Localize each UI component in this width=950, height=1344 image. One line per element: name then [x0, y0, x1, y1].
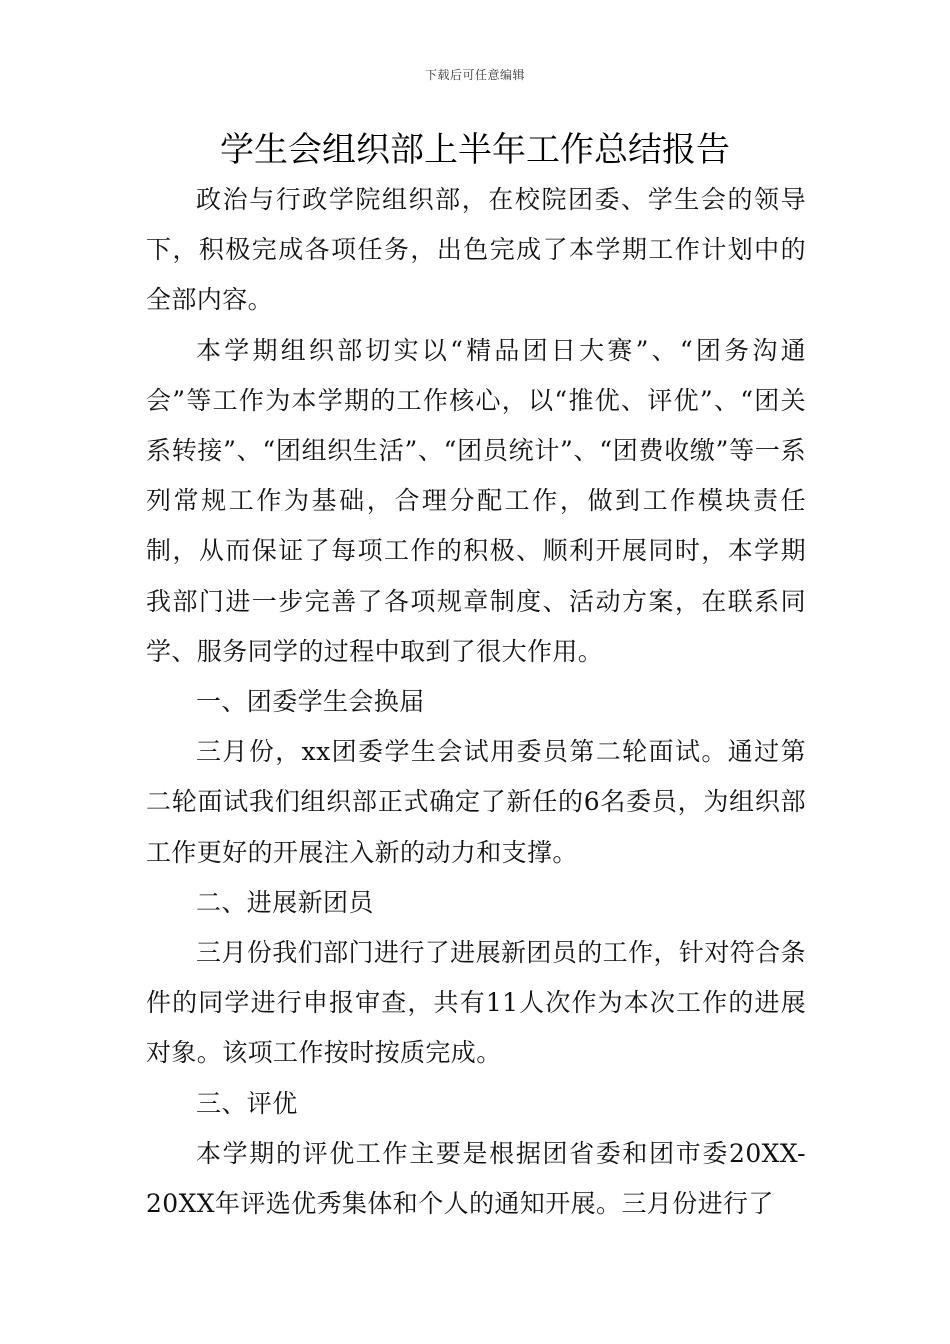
section-heading-3: 三、评优: [196, 1088, 298, 1118]
document-body: [146, 175, 806, 1229]
paragraph-section-3: 本学期的评优工作主要是根据团省委和团市委20XX-20XX年评选优秀集体和个人的通知开展。三月份进行了: [146, 1138, 806, 1219]
paragraph-section-1: 三月份，xx团委学生会试用委员第二轮面试。通过第二轮面试我们组织部正式确定了新任的6名委员，为组织部工作更好的开展注入新的动力和支撑。: [146, 737, 806, 867]
paragraph-intro: 政治与行政学院组织部，在校院团委、学生会的领导下，积极完成各项任务，出色完成了本学期工作计划中的全部内容。: [146, 185, 806, 315]
section-heading-2: 二、进展新团员: [196, 887, 374, 917]
header-note: 下载后可任意编辑: [424, 68, 525, 82]
paragraph-section-2: 三月份我们部门进行了进展新团员的工作，针对符合条件的同学进行申报审查，共有11人次作为本次工作的进展对象。该项工作按时按质完成。: [146, 938, 806, 1068]
section-heading-1: 一、团委学生会换届: [196, 687, 425, 717]
document-title: 学生会组织部上半年工作总结报告: [220, 130, 730, 170]
paragraph-overview: 本学期组织部切实以“精品团日大赛”、“团务沟通会”等工作为本学期的工作核心，以“推优、评优”、“团关系转接”、“团组织生活”、“团员统计”、“团费收缴”等一系列常规工作为基础，合理分配工作，做到工作模块责任制，从而保证了每项工作的积极、顺利开展同时，本学期我部门进一步完善了各项规章制度、活动方案，在联系同学、服务同学的过程中取到了很大作用。: [146, 335, 806, 666]
